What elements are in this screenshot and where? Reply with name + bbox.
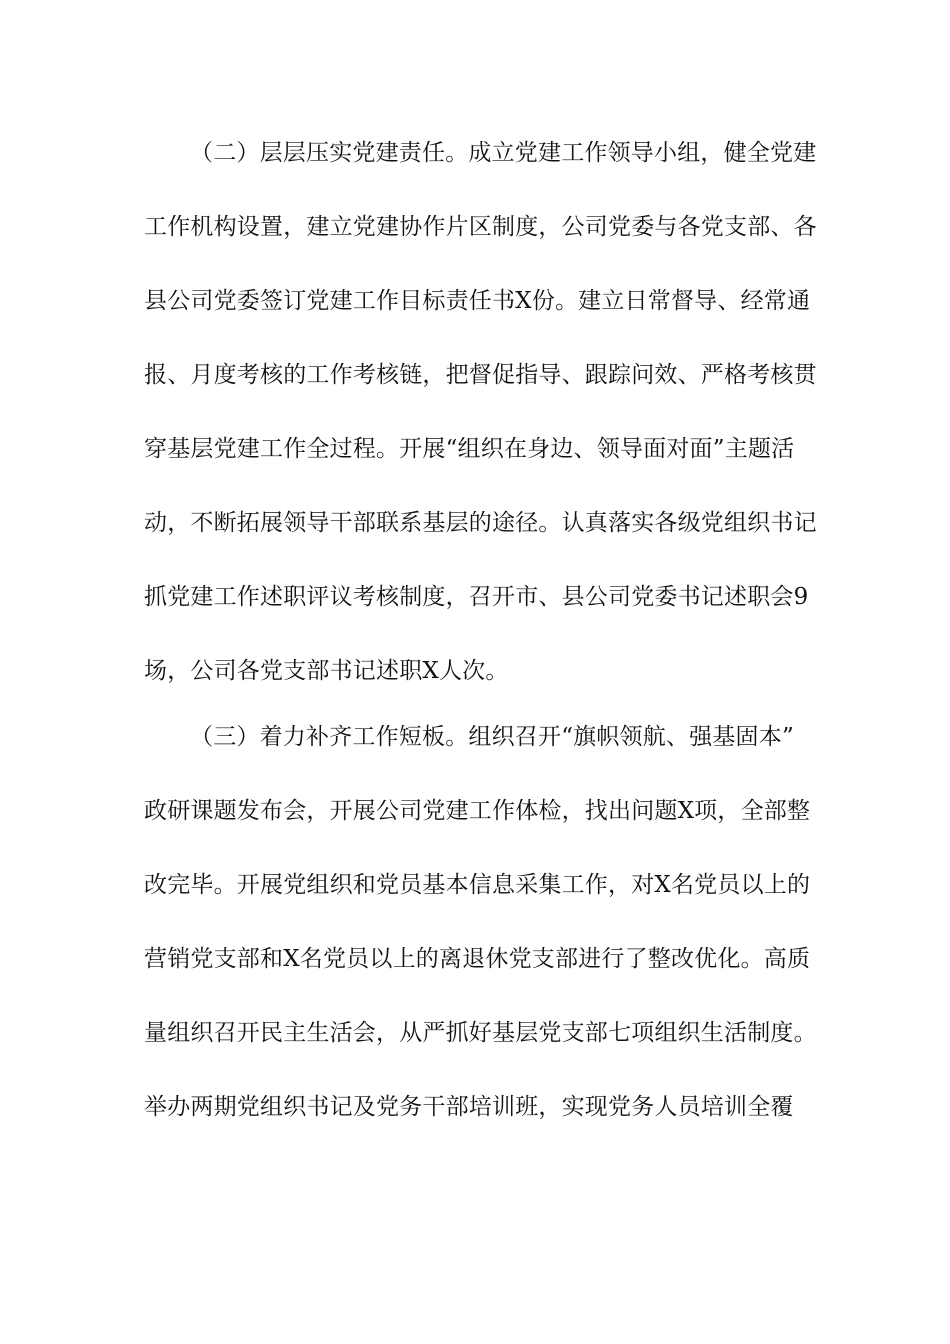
paragraph-2-line-4: 报、月度考核的工作考核链，把督促指导、跟踪问效、严格考核贯	[144, 362, 817, 388]
paragraph-2-line-6: 动，不断拓展领导干部联系基层的途径。认真落实各级党组织书记	[144, 510, 817, 536]
paragraph-3-line-6: 举办两期党组织书记及党务干部培训班，实现党务人员培训全覆	[144, 1094, 794, 1120]
paragraph-2-line-7: 抓党建工作述职评议考核制度，召开市、县公司党委书记述职会9	[144, 584, 809, 610]
paragraph-3-line-4: 营销党支部和X名党员以上的离退休党支部进行了整改优化。高质	[144, 946, 811, 972]
paragraph-2-line-1: （二）层层压实党建责任。成立党建工作领导小组，健全党建	[190, 140, 817, 166]
paragraph-3-line-2: 政研课题发布会，开展公司党建工作体检，找出问题X项，全部整	[144, 798, 811, 824]
paragraph-3-line-5: 量组织召开民主生活会，从严抓好基层党支部七项组织生活制度。	[144, 1020, 817, 1046]
paragraph-3-line-3: 改完毕。开展党组织和党员基本信息采集工作，对X名党员以上的	[144, 872, 811, 898]
paragraph-2-line-3: 县公司党委签订党建工作目标责任书X份。建立日常督导、经常通	[144, 288, 811, 314]
paragraph-2-line-8: 场，公司各党支部书记述职X人次。	[144, 658, 509, 684]
paragraph-2-line-2: 工作机构设置，建立党建协作片区制度，公司党委与各党支部、各	[144, 214, 817, 240]
paragraph-2-line-5: 穿基层党建工作全过程。开展“组织在身边、领导面对面”主题活	[144, 436, 795, 462]
paragraph-3-line-1: （三）着力补齐工作短板。组织召开“旗帜领航、强基固本”	[190, 724, 794, 750]
